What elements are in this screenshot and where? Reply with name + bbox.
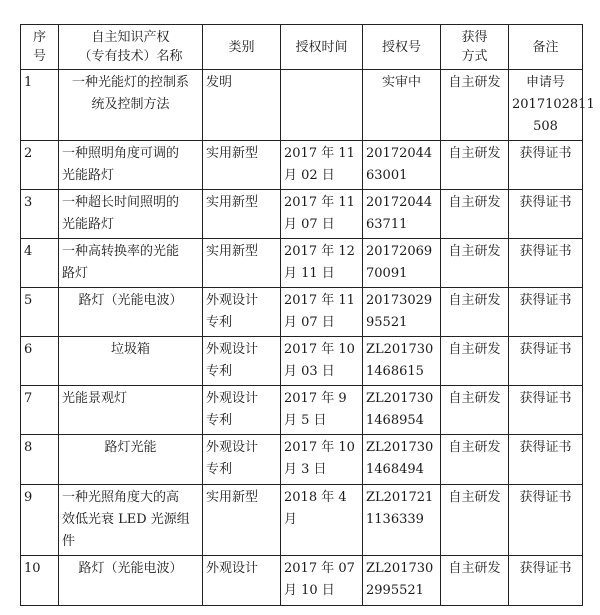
ip-table (20, 24, 595, 606)
row-method: 自主研发 (441, 141, 509, 190)
row-date: 2017 年 10 月 3 日 (281, 435, 363, 485)
table-row (21, 288, 583, 337)
row-remark: 获得证书 (509, 288, 583, 337)
header-name: 自主知识产权 （专有技术）名称 (59, 25, 203, 70)
row-seq: 3 (21, 190, 59, 239)
row-category: 外观设计 专利 (203, 386, 281, 435)
row-seq: 10 (21, 556, 59, 606)
row-number: 20172044 63001 (363, 141, 441, 190)
row-name: 一种超长时间照明的 光能路灯 (59, 190, 203, 239)
row-remark: 获得证书 (509, 556, 583, 606)
row-number: 实审中 (363, 70, 441, 141)
row-name: 光能景观灯 (59, 386, 203, 435)
row-seq: 8 (21, 435, 59, 485)
row-number: ZL201730 1468494 (363, 435, 441, 485)
row-method: 自主研发 (441, 337, 509, 386)
row-remark: 获得证书 (509, 239, 583, 288)
row-name: 路灯（光能电波） (59, 556, 203, 606)
row-date: 2017 年 9 月 5 日 (281, 386, 363, 435)
table-row (21, 190, 583, 239)
table-row (21, 239, 583, 288)
row-remark: 获得证书 (509, 386, 583, 435)
row-date: 2017 年 11 月 07 日 (281, 288, 363, 337)
row-number: 20173029 95521 (363, 288, 441, 337)
row-category: 实用新型 (203, 239, 281, 288)
row-method: 自主研发 (441, 239, 509, 288)
row-remark: 获得证书 (509, 337, 583, 386)
row-name: 路灯光能 (59, 435, 203, 485)
row-seq: 1 (21, 70, 59, 141)
row-seq: 7 (21, 386, 59, 435)
row-date: 2017 年 07 月 10 日 (281, 556, 363, 606)
table-body (21, 70, 595, 606)
row-seq: 6 (21, 337, 59, 386)
table-row (21, 141, 583, 190)
row-name: 一种照明角度可调的 光能路灯 (59, 141, 203, 190)
row-seq: 4 (21, 239, 59, 288)
table-row (21, 556, 583, 606)
row-remark: 获得证书 (509, 141, 583, 190)
row-date (281, 70, 363, 141)
row-remark: 获得证书 (509, 435, 583, 485)
header-remark: 备注 (509, 25, 583, 70)
row-method: 自主研发 (441, 190, 509, 239)
row-seq: 9 (21, 485, 59, 556)
row-number: 20172069 70091 (363, 239, 441, 288)
table-row (21, 435, 583, 485)
row-name: 一种光照角度大的高 效低光衰 LED 光源组 件 (59, 485, 203, 556)
row-method: 自主研发 (441, 556, 509, 606)
row-category: 实用新型 (203, 190, 281, 239)
header-row (21, 25, 583, 70)
row-category: 外观设计 (203, 556, 281, 606)
row-name: 一种光能灯的控制系 统及控制方法 (59, 70, 203, 141)
row-number: ZL201730 2995521 (363, 556, 441, 606)
row-seq: 2 (21, 141, 59, 190)
row-name: 一种高转换率的光能 路灯 (59, 239, 203, 288)
header-date: 授权时间 (281, 25, 363, 70)
row-remark: 获得证书 (509, 190, 583, 239)
header-method: 获得 方式 (441, 25, 509, 70)
row-number: ZL201730 1468615 (363, 337, 441, 386)
row-category: 外观设计 专利 (203, 435, 281, 485)
row-category: 发明 (203, 70, 281, 141)
row-category: 实用新型 (203, 485, 281, 556)
row-date: 2017 年 10 月 03 日 (281, 337, 363, 386)
row-category: 外观设计 专利 (203, 288, 281, 337)
row-number: 20172044 63711 (363, 190, 441, 239)
row-method: 自主研发 (441, 435, 509, 485)
header-category: 类别 (203, 25, 281, 70)
table-row (21, 337, 583, 386)
row-method: 自主研发 (441, 70, 509, 141)
row-category: 实用新型 (203, 141, 281, 190)
row-seq: 5 (21, 288, 59, 337)
row-number: ZL201730 1468954 (363, 386, 441, 435)
table-row (21, 386, 583, 435)
row-name: 路灯（光能电波） (59, 288, 203, 337)
row-remark: 申请号 2017102811 508 (509, 70, 583, 141)
row-date: 2018 年 4 月 (281, 485, 363, 556)
row-category: 外观设计 专利 (203, 337, 281, 386)
row-method: 自主研发 (441, 485, 509, 556)
row-method: 自主研发 (441, 386, 509, 435)
row-date: 2017 年 11 月 02 日 (281, 141, 363, 190)
table-row (21, 70, 583, 141)
row-date: 2017 年 11 月 07 日 (281, 190, 363, 239)
row-remark: 获得证书 (509, 485, 583, 556)
header-seq: 序 号 (21, 25, 59, 70)
header-number: 授权号 (363, 25, 441, 70)
row-date: 2017 年 12 月 11 日 (281, 239, 363, 288)
row-method: 自主研发 (441, 288, 509, 337)
row-name: 垃圾箱 (59, 337, 203, 386)
table-row (21, 485, 583, 556)
row-number: ZL201721 1136339 (363, 485, 441, 556)
